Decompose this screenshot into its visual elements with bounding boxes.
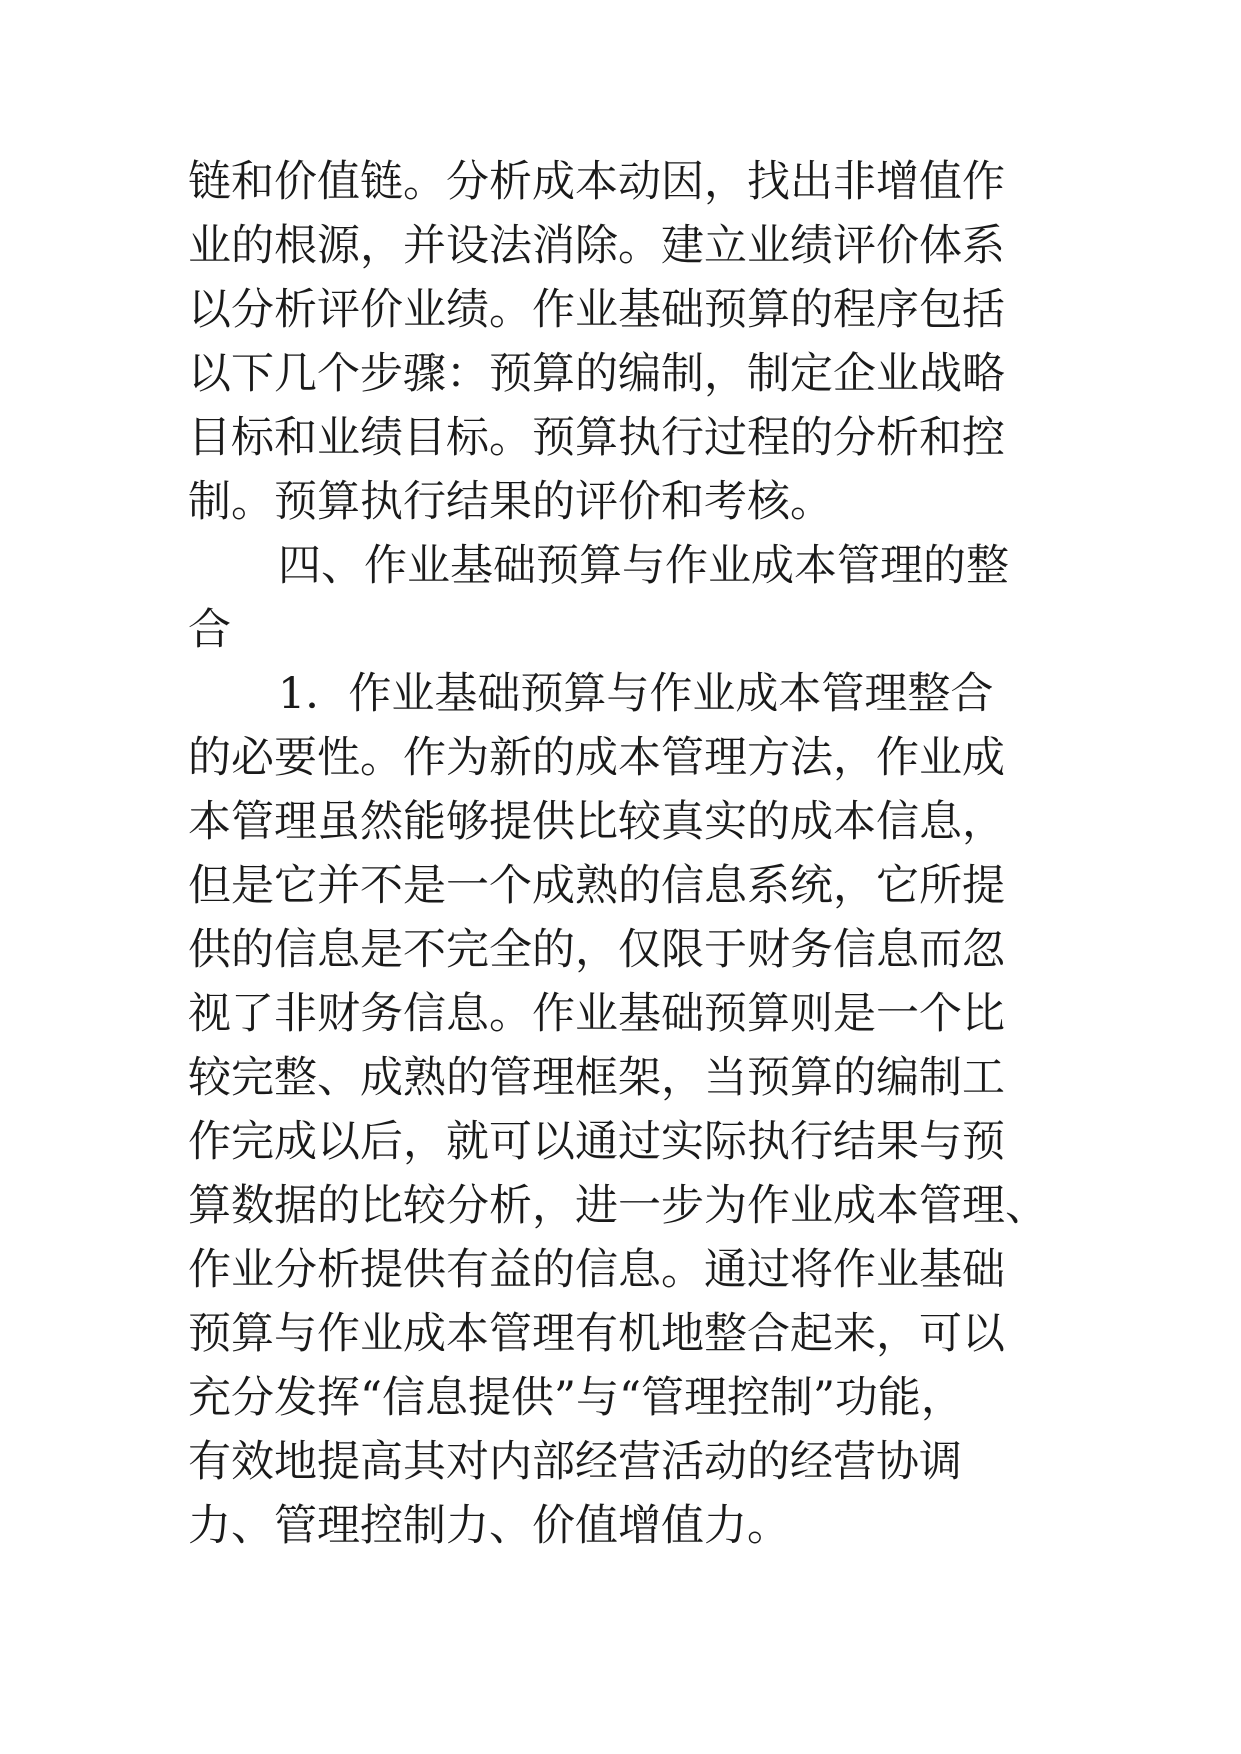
section-heading-line: 四、作业基础预算与作业成本管理的整	[278, 541, 1009, 591]
text-line: 视了非财务信息。作业基础预算则是一个比	[188, 989, 1005, 1039]
text-line: 但是它并不是一个成熟的信息系统，它所提	[188, 861, 1005, 911]
document-body	[188, 150, 1058, 1558]
text-line: 业的根源，并设法消除。建立业绩评价体系	[188, 221, 1005, 271]
text-line: 预算与作业成本管理有机地整合起来，可以	[188, 1309, 1005, 1359]
text-line: 目标和业绩目标。预算执行过程的分析和控	[188, 413, 1005, 463]
text-line: 以下几个步骤：预算的编制，制定企业战略	[188, 349, 1005, 399]
text-line: 供的信息是不完全的，仅限于财务信息而忽	[188, 925, 1005, 975]
text-line: 以分析评价业绩。作业基础预算的程序包括	[188, 285, 1005, 335]
text-line: 制。预算执行结果的评价和考核。	[188, 477, 833, 527]
text-line: 本管理虽然能够提供比较真实的成本信息，	[188, 797, 1005, 847]
text-line: 算数据的比较分析，进一步为作业成本管理、	[188, 1181, 1048, 1231]
text-line: 力、管理控制力、价值增值力。	[188, 1501, 790, 1551]
text-line: 作完成以后，就可以通过实际执行结果与预	[188, 1117, 1005, 1167]
text-line: 1．作业基础预算与作业成本管理整合	[278, 669, 994, 719]
text-line: 链和价值链。分析成本动因，找出非增值作	[188, 157, 1005, 207]
text-line: 有效地提高其对内部经营活动的经营协调	[188, 1437, 962, 1487]
text-line: 充分发挥“信息提供”与“管理控制”功能，	[188, 1373, 964, 1423]
text-line: 较完整、成熟的管理框架，当预算的编制工	[188, 1053, 1005, 1103]
text-line: 的必要性。作为新的成本管理方法，作业成	[188, 733, 1005, 783]
text-line: 作业分析提供有益的信息。通过将作业基础	[188, 1245, 1005, 1295]
section-heading-line: 合	[188, 605, 231, 655]
